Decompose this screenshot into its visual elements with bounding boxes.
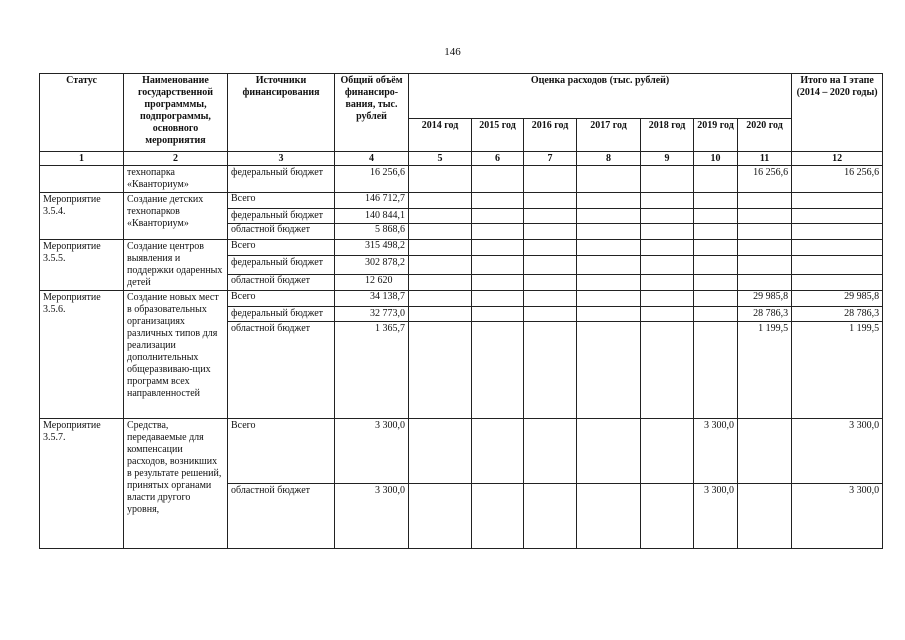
- column-number: 8: [577, 152, 641, 166]
- year-2020-cell: 28 786,3: [738, 307, 792, 322]
- source-cell: областной бюджет: [228, 322, 335, 419]
- table-row: [40, 193, 883, 209]
- total-cell: 3 300,0: [335, 484, 409, 549]
- status-cell: [40, 166, 124, 193]
- financing-table: [39, 73, 883, 549]
- stage-total-cell: 28 786,3: [792, 307, 883, 322]
- source-cell: областной бюджет: [228, 484, 335, 549]
- column-number: 3: [228, 152, 335, 166]
- table-row: [40, 291, 883, 307]
- total-cell: 315 498,2: [335, 240, 409, 256]
- column-number: 4: [335, 152, 409, 166]
- header-year-2014: 2014 год: [409, 119, 472, 152]
- source-cell: Всего: [228, 419, 335, 484]
- name-cell: Создание новых мест в образовательных организациях различных типов для реализации дополнительных общеразвиваю-щих программ всех направленностей: [124, 291, 228, 419]
- header-row: [40, 74, 883, 119]
- source-cell: областной бюджет: [228, 275, 335, 291]
- total-cell: 302 878,2: [335, 256, 409, 275]
- header-year-2017: 2017 год: [577, 119, 641, 152]
- total-cell: 146 712,7: [335, 193, 409, 209]
- total-cell: 5 868,6: [335, 224, 409, 240]
- year-2020-cell: 16 256,6: [738, 166, 792, 193]
- name-cell: Создание детских технопарков «Кванториум»: [124, 193, 228, 240]
- header-year-2015: 2015 год: [472, 119, 524, 152]
- header-year-2019: 2019 год: [694, 119, 738, 152]
- page-number: 146: [444, 46, 461, 58]
- status-cell: Мероприятие 3.5.7.: [40, 419, 124, 549]
- header-status: Статус: [40, 74, 124, 152]
- header-year-2020: 2020 год: [738, 119, 792, 152]
- name-cell: технопарка «Кванториум»: [124, 166, 228, 193]
- stage-total-cell: 3 300,0: [792, 419, 883, 484]
- year-2019-cell: 3 300,0: [694, 484, 738, 549]
- header-expenses-estimate: Оценка расходов (тыс. рублей): [409, 74, 792, 119]
- column-number: 6: [472, 152, 524, 166]
- status-cell: Мероприятие 3.5.5.: [40, 240, 124, 291]
- header-sources: Источники финансирования: [228, 74, 335, 152]
- total-cell: 3 300,0: [335, 419, 409, 484]
- total-cell: 32 773,0: [335, 307, 409, 322]
- header-total-volume: Общий объём финансиро-вания, тыс. рублей: [335, 74, 409, 152]
- source-cell: Всего: [228, 291, 335, 307]
- column-number: 2: [124, 152, 228, 166]
- status-cell: Мероприятие 3.5.4.: [40, 193, 124, 240]
- stage-total-cell: 29 985,8: [792, 291, 883, 307]
- header-year-2016: 2016 год: [524, 119, 577, 152]
- name-cell: Создание центров выявления и поддержки одаренных детей: [124, 240, 228, 291]
- header-year-2018: 2018 год: [641, 119, 694, 152]
- source-cell: Всего: [228, 240, 335, 256]
- column-number: 9: [641, 152, 694, 166]
- column-number: 10: [694, 152, 738, 166]
- total-cell: 140 844,1: [335, 209, 409, 224]
- year-2019-cell: 3 300,0: [694, 419, 738, 484]
- stage-total-cell: 16 256,6: [792, 166, 883, 193]
- year-2020-cell: 1 199,5: [738, 322, 792, 419]
- column-number: 5: [409, 152, 472, 166]
- total-cell: 34 138,7: [335, 291, 409, 307]
- stage-total-cell: 1 199,5: [792, 322, 883, 419]
- column-number: 12: [792, 152, 883, 166]
- table-row: [40, 240, 883, 256]
- source-cell: областной бюджет: [228, 224, 335, 240]
- column-number-row: [40, 152, 883, 166]
- column-number: 11: [738, 152, 792, 166]
- column-number: 7: [524, 152, 577, 166]
- total-cell: 12 620: [335, 275, 409, 291]
- source-cell: федеральный бюджет: [228, 307, 335, 322]
- stage-total-cell: 3 300,0: [792, 484, 883, 549]
- header-name: Наименование государственной программмы, подпрограммы, основного мероприятия: [124, 74, 228, 152]
- source-cell: федеральный бюджет: [228, 166, 335, 193]
- total-cell: 1 365,7: [335, 322, 409, 419]
- table-row: [40, 419, 883, 484]
- source-cell: Всего: [228, 193, 335, 209]
- name-cell: Средства, передаваемые для компенсации расходов, возникших в результате решений, принятых органами власти другого уровня,: [124, 419, 228, 549]
- source-cell: федеральный бюджет: [228, 209, 335, 224]
- column-number: 1: [40, 152, 124, 166]
- total-cell: 16 256,6: [335, 166, 409, 193]
- table-row: [40, 166, 883, 193]
- header-stage-total: Итого на I этапе (2014 – 2020 годы): [792, 74, 883, 152]
- status-cell: Мероприятие 3.5.6.: [40, 291, 124, 419]
- year-2020-cell: 29 985,8: [738, 291, 792, 307]
- source-cell: федеральный бюджет: [228, 256, 335, 275]
